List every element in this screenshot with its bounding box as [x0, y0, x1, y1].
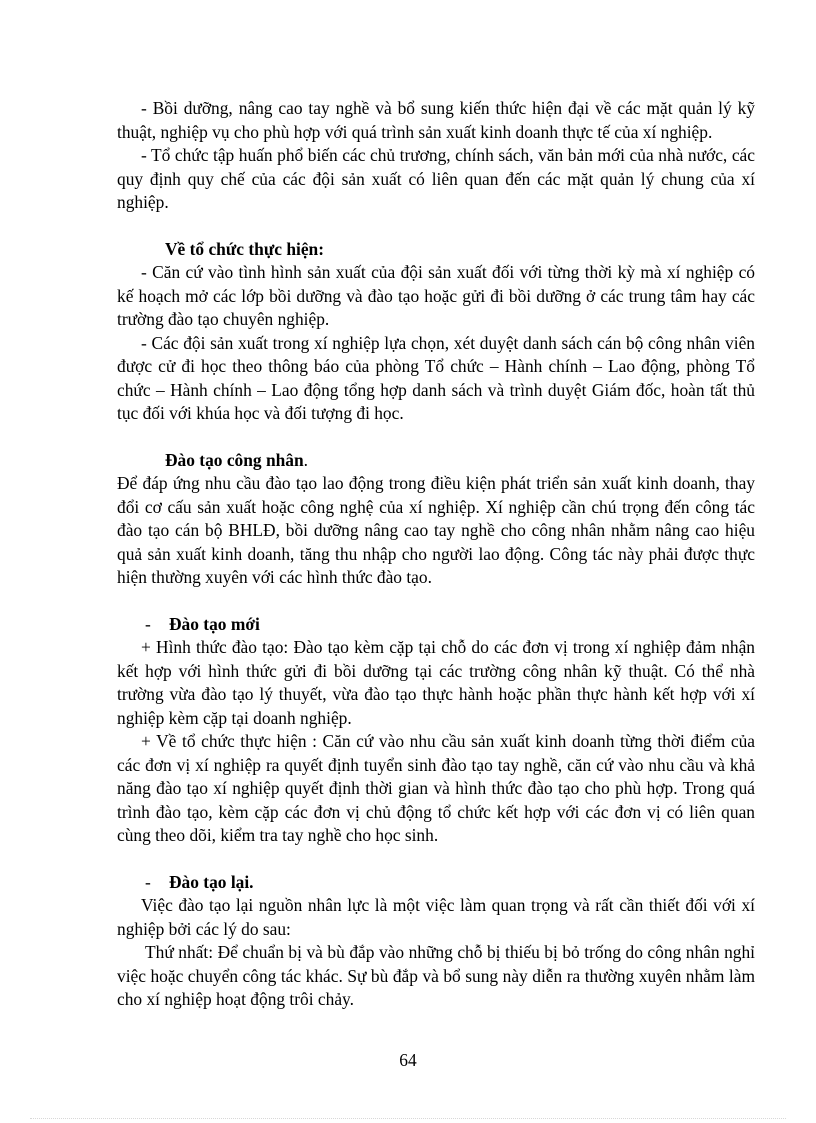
paragraph-training-improvement: - Bồi dưỡng, nâng cao tay nghề và bổ sung kiến thức hiện đại về các mặt quản lý kỹ thuật, nghiệp vụ cho phù hợp với quá trình sản xuất kinh doanh thực tế của xí nghiệp. [117, 98, 755, 142]
document-body [117, 97, 755, 1012]
heading-implementation: Về tổ chức thực hiện: [165, 238, 325, 259]
spacer [117, 215, 755, 238]
list-marker: - [145, 871, 151, 892]
paragraph-training-implementation: + Về tổ chức thực hiện : Căn cứ vào nhu cầu sản xuất kinh doanh từng thời điểm của các đơn vị xí nghiệp ra quyết định tuyển sinh đào tạo tay nghề, căn cứ vào nhu cầu và khả năng đào tạo xí nghiệp quyết định thời gian và hình thức đào tạo cho phù hợp. Trong quá trình đào tạo, kèm cặp các đơn vị chủ động tổ chức kết hợp với các đơn vị có liên quan cùng theo dõi, kiểm tra tay nghề cho học sinh. [117, 731, 755, 845]
spacer [117, 426, 755, 449]
heading-period: . [303, 449, 309, 470]
heading-new-training-text: Đào tạo mới [169, 613, 260, 634]
spacer [117, 848, 755, 871]
heading-worker-training [117, 449, 755, 473]
list-marker: - [145, 613, 151, 634]
page-bottom-rule [30, 1118, 786, 1119]
heading-worker-training-text: Đào tạo công nhân [165, 449, 304, 470]
heading-new-training [117, 613, 755, 637]
paragraph-retraining-reasons: Việc đào tạo lại nguồn nhân lực là một việc làm quan trọng và rất cần thiết đối với xí nghiệp bởi các lý do sau: [117, 895, 755, 939]
paragraph-team-selection: - Các đội sản xuất trong xí nghiệp lựa chọn, xét duyệt danh sách cán bộ công nhân viên được cử đi học theo thông báo của phòng Tổ chức – Hành chính – Lao động, phòng Tổ chức – Hành chính – Lao động tổng hợp danh sách và trình duyệt Giám đốc, hoàn tất thủ tục đối với khúa học và đối tượng đi học. [117, 332, 755, 423]
page-number: 64 [399, 1050, 417, 1070]
heading-retraining-text: Đào tạo lại. [169, 871, 254, 892]
spacer [117, 590, 755, 613]
paragraph-training-form: + Hình thức đào tạo: Đào tạo kèm cặp tại chỗ do các đơn vị trong xí nghiệp đảm nhận kết hợp với hình thức gửi đi bồi dưỡng tại các trường công nhân kỹ thuật. Có thể nhà trường vừa đào tạo lý thuyết, vừa đào tạo thực hành hoặc phần thực hành kết hợp với xí nghiệp kèm cặp tại doanh nghiệp. [117, 637, 755, 728]
paragraph-workshops: - Tổ chức tập huấn phổ biến các chủ trương, chính sách, văn bản mới của nhà nước, các quy định quy chế của các đội sản xuất có liên quan đến các mặt quản lý chung của xí nghiệp. [117, 145, 755, 212]
paragraph-based-on-situation: - Căn cứ vào tình hình sản xuất của đội sản xuất đối với từng thời kỳ mà xí nghiệp có kế hoạch mở các lớp bồi dưỡng và đào tạo hoặc gửi đi bồi dưỡng ở các trung tâm hay các trường đào tạo chuyên nghiệp. [117, 262, 755, 329]
paragraph-first-reason: Thứ nhất: Để chuẩn bị và bù đắp vào những chỗ bị thiếu bị bỏ trống do công nhân nghỉ việc hoặc chuyển công tác khác. Sự bù đắp và bổ sung này diễn ra thường xuyên nhằm làm cho xí nghiệp hoạt động trôi chảy. [117, 942, 755, 1009]
paragraph-worker-training: Để đáp ứng nhu cầu đào tạo lao động trong điều kiện phát triển sản xuất kinh doanh, thay đổi cơ cấu sản xuất hoặc công nghệ của xí nghiệp. Xí nghiệp cần chú trọng đến công tác đào tạo cán bộ BHLĐ, bồi dưỡng nâng cao tay nghề cho công nhân nhằm nâng cao hiệu quả sản xuất kinh doanh, tăng thu nhập cho người lao động. Công tác này phải được thực hiện thường xuyên với các hình thức đào tạo. [117, 473, 755, 587]
heading-retraining [117, 871, 755, 895]
